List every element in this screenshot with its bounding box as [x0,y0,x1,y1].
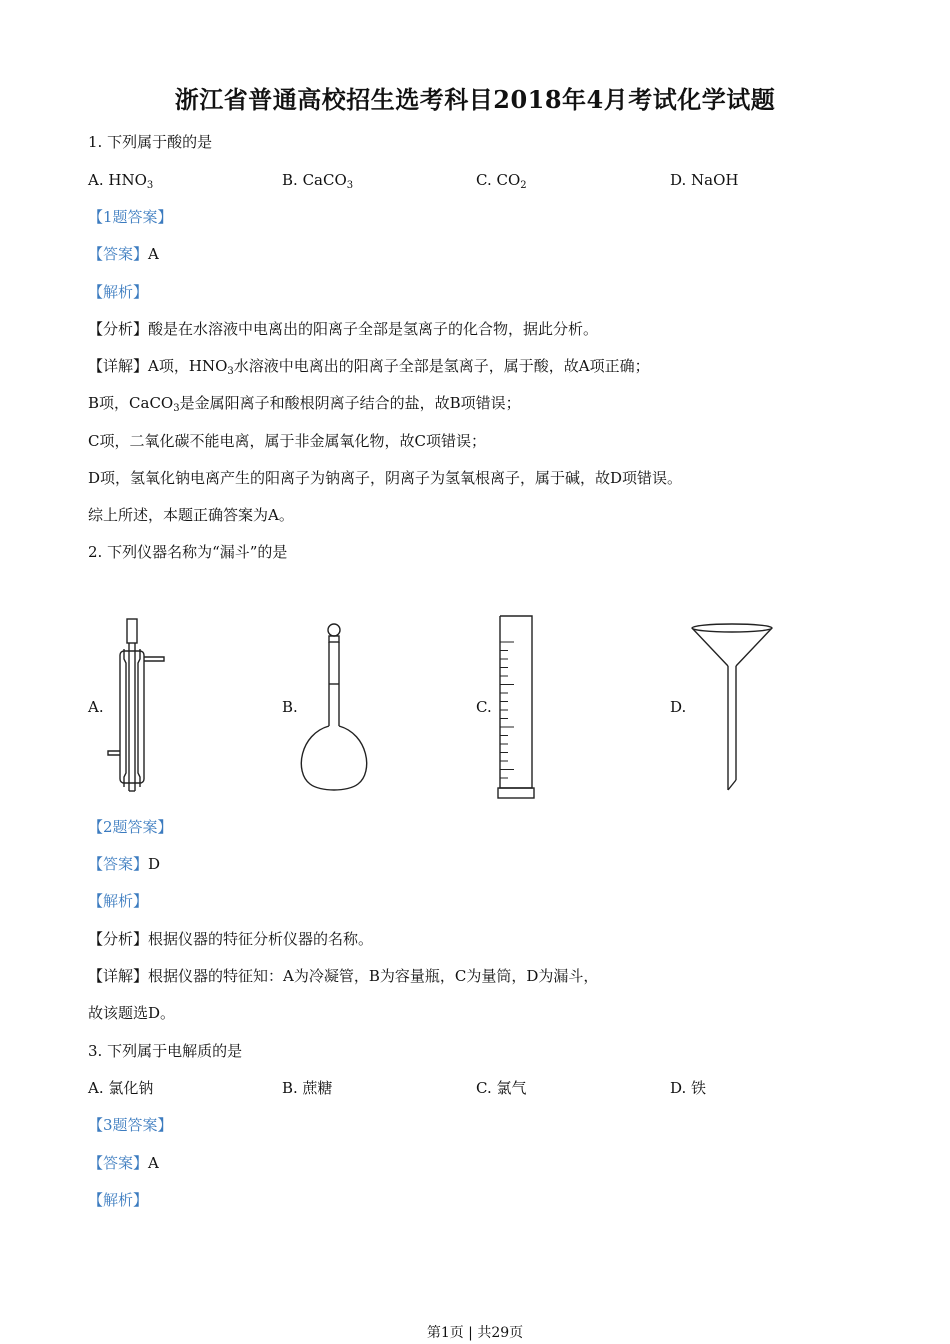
q1-summary: 综上所述，本题正确答案为A。 [88,506,294,524]
q1-option-c: C. $CO_2$ [476,171,527,191]
q2-conclusion: 故该题选D。 [88,1004,176,1022]
q2-xiangjie: 【详解】根据仪器的特征知：A为冷凝管，B为容量瓶，C为量筒，D为漏斗， [88,967,599,985]
q2-option-c-label: C. [476,698,492,716]
condenser-image [100,615,180,805]
q1-option-a: A. $HNO_3$ [88,171,154,191]
q2-stem: 2. 下列仪器名称为“漏斗”的是 [88,543,288,561]
funnel-image [690,622,780,794]
q3-stem: 3. 下列属于电解质的是 [88,1042,243,1060]
q2-answer: 【答案】D [88,855,161,873]
volumetric-flask-image [290,622,390,794]
q3-option-c: C. 氯气 [476,1079,527,1097]
q1-analysis-header: 【解析】 [88,283,149,301]
q2-fenxi: 【分析】根据仪器的特征分析仪器的名称。 [88,930,374,948]
q3-option-d: D. 铁 [670,1079,707,1097]
q1-answer-header: 【1题答案】 [88,208,173,226]
q1-stem: 1. 下列属于酸的是 [88,133,213,151]
graduated-cylinder-image [492,612,542,802]
page-title: 浙江省普通高校招生选考科目2018年4月考试化学试题 [174,85,776,114]
page-footer: 第1页 | 共29页 [426,1325,524,1341]
q1-line-c: C项，二氧化碳不能电离，属于非金属氧化物，故C项错误； [88,432,486,450]
q1-answer: 【答案】A [88,245,159,263]
q3-option-b: B. 蔗糖 [282,1079,333,1097]
q3-option-a: A. 氯化钠 [88,1079,154,1097]
q1-option-b: B. CaCO$_3$ [282,171,354,191]
q2-answer-header: 【2题答案】 [88,818,173,836]
q1-line-b: B项，CaCO$_3$是金属阳离子和酸根阴离子结合的盐，故B项错误； [88,394,521,414]
q2-analysis-header: 【解析】 [88,892,149,910]
q3-answer: 【答案】A [88,1154,159,1172]
q2-option-b-label: B. [282,698,298,716]
q1-option-d: D. NaOH [670,171,739,189]
q3-analysis-header: 【解析】 [88,1191,149,1209]
q1-xiangjie: 【详解】A项，$HNO_3$水溶液中电离出的阳离子全部是氢离子，属于酸，故A项正确； [88,357,650,377]
q2-option-d-label: D. [670,698,687,716]
q3-answer-header: 【3题答案】 [88,1116,173,1134]
q1-line-d: D项，氢氧化钠电离产生的阳离子为钠离子，阴离子为氢氧根离子，属于碱，故D项错误。 [88,469,683,487]
q2-option-a-label: A. [88,698,104,716]
q1-fenxi: 【分析】酸是在水溶液中电离出的阳离子全部是氢离子的化合物，据此分析。 [88,320,599,338]
